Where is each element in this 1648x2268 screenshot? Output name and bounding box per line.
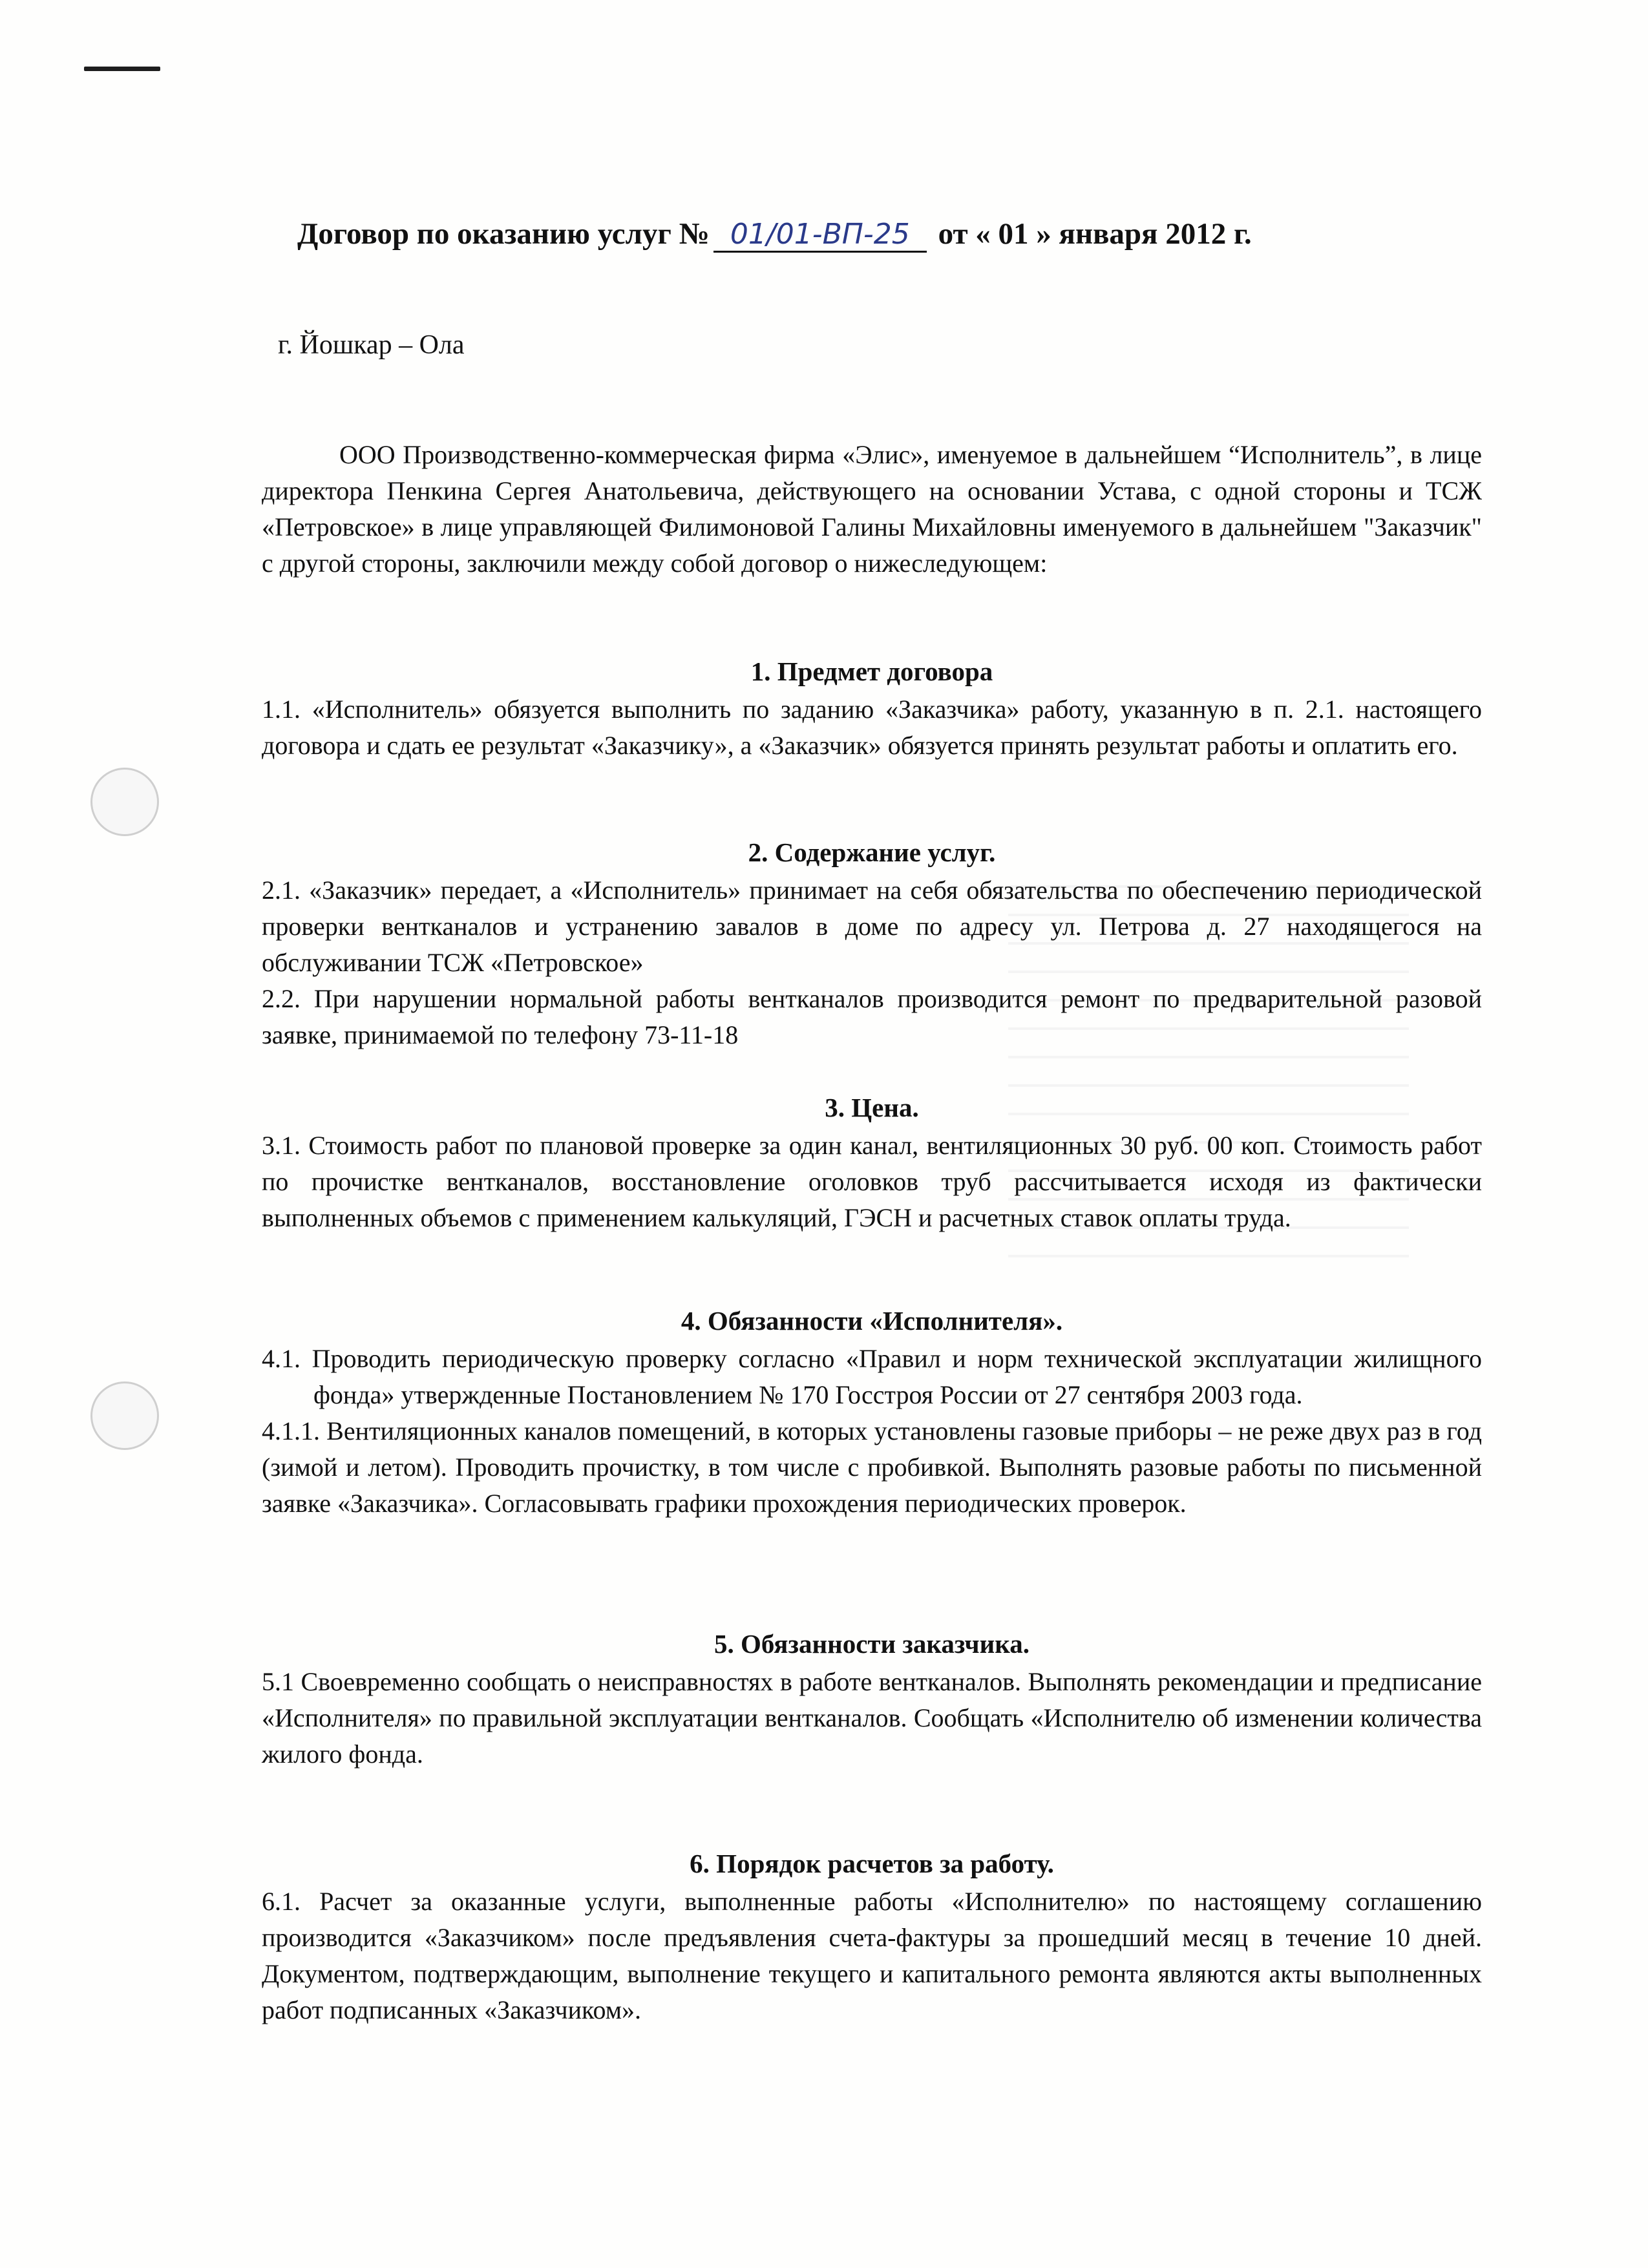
section-6 — [262, 1884, 1482, 2028]
paragraph-4-1: 4.1. Проводить периодическую проверку согласно «Правил и норм технической эксплуатации жилищного фонда» утвержденные Постановлением № 170 Госстроя России от 27 сентября 2003 года. — [262, 1344, 1482, 1409]
punch-hole — [90, 1381, 159, 1450]
paragraph-5-1: 5.1 Своевременно сообщать о неисправностях в работе вентканалов. Выполнять рекомендации и предписание «Исполнителя» по правильной эксплуатации вентканалов. Сообщать «Исполнителю об изменении количества жилого фонда. — [262, 1667, 1482, 1769]
section-1 — [262, 691, 1482, 764]
paragraph-6-1: 6.1. Расчет за оказанные услуги, выполненные работы «Исполнителю» по настоящему соглашению производится «Заказчиком» после предъявления счета-фактуры за прошедший месяц в течение 10 дней. Документом, подтверждающим, выполнение текущего и капитального ремонта являются акты выполненных работ подписанных «Заказчиком». — [262, 1887, 1482, 2024]
section-4-heading: 4. Обязанности «Исполнителя». — [681, 1306, 1063, 1336]
section-3-heading: 3. Цена. — [825, 1093, 919, 1122]
section-1-heading: 1. Предмет договора — [750, 656, 993, 686]
city: г. Йошкар – Ола — [278, 330, 465, 360]
paragraph-2-1: 2.1. «Заказчик» передает, а «Исполнитель» принимает на себя обязательства по обеспечению периодической проверки вентканалов и устранению завалов в доме по адресу ул. Петрова д. 27 находящегося на обслуживании ТСЖ «Петровское» — [262, 876, 1482, 977]
corner-mark — [84, 67, 160, 71]
intro-paragraph — [262, 437, 1482, 582]
contract-number: 01/01-ВП-25 — [713, 218, 927, 253]
section-2-heading: 2. Содержание услуг. — [748, 837, 996, 867]
paragraph-1-1: 1.1. «Исполнитель» обязуется выполнить по заданию «Заказчика» работу, указанную в п. 2.1. настоящего договора и сдать ее результат «Заказчику», а «Заказчик» обязуется принять результат работы и оплатить его. — [262, 695, 1482, 760]
title-prefix: Договор по оказанию услуг № — [297, 217, 710, 251]
section-6-heading: 6. Порядок расчетов за работу. — [690, 1849, 1054, 1878]
title-date: от « 01 » января 2012 г. — [938, 217, 1252, 251]
paragraph-4-1-1: 4.1.1. Вентиляционных каналов помещений, в которых установлены газовые приборы – не реже двух раз в год (зимой и летом). Проводить прочистку, в том числе с пробивкой. Выполнять разовые работы по письменной заявке «Заказчика». Согласовывать графики прохождения периодических проверок. — [262, 1416, 1482, 1518]
paragraph-3-1: 3.1. Стоимость работ по плановой проверке за один канал, вентиляционных 30 руб. 00 коп. Стоимость работ по прочистке вентканалов, восстановление оголовков труб рассчитывается исходя из фактически выполненных объемов с применением калькуляций, ГЭСН и расчетных ставок оплаты труда. — [262, 1131, 1482, 1232]
intro-text: ООО Производственно-коммерческая фирма «Элис», именуемое в дальнейшем “Исполнитель”, в лице директора Пенкина Сергея Анатольевича, действующего на основании Устава, с одной стороны и ТСЖ «Петровское» в лице управляющей Филимоновой Галины Михайловны именуемого в дальнейшем "Заказчик" с другой стороны, заключили между собой договор о нижеследующем: — [262, 440, 1482, 578]
section-5-heading: 5. Обязанности заказчика. — [713, 1629, 1030, 1659]
section-5 — [262, 1664, 1482, 1772]
section-4 — [262, 1341, 1482, 1522]
contract-title — [297, 216, 1486, 253]
paragraph-2-2: 2.2. При нарушении нормальной работы вентканалов производится ремонт по предварительной разовой заявке, принимаемой по телефону 73-11-18 — [262, 984, 1482, 1049]
section-3 — [262, 1128, 1482, 1236]
section-2 — [262, 872, 1482, 1053]
punch-hole — [90, 768, 159, 836]
